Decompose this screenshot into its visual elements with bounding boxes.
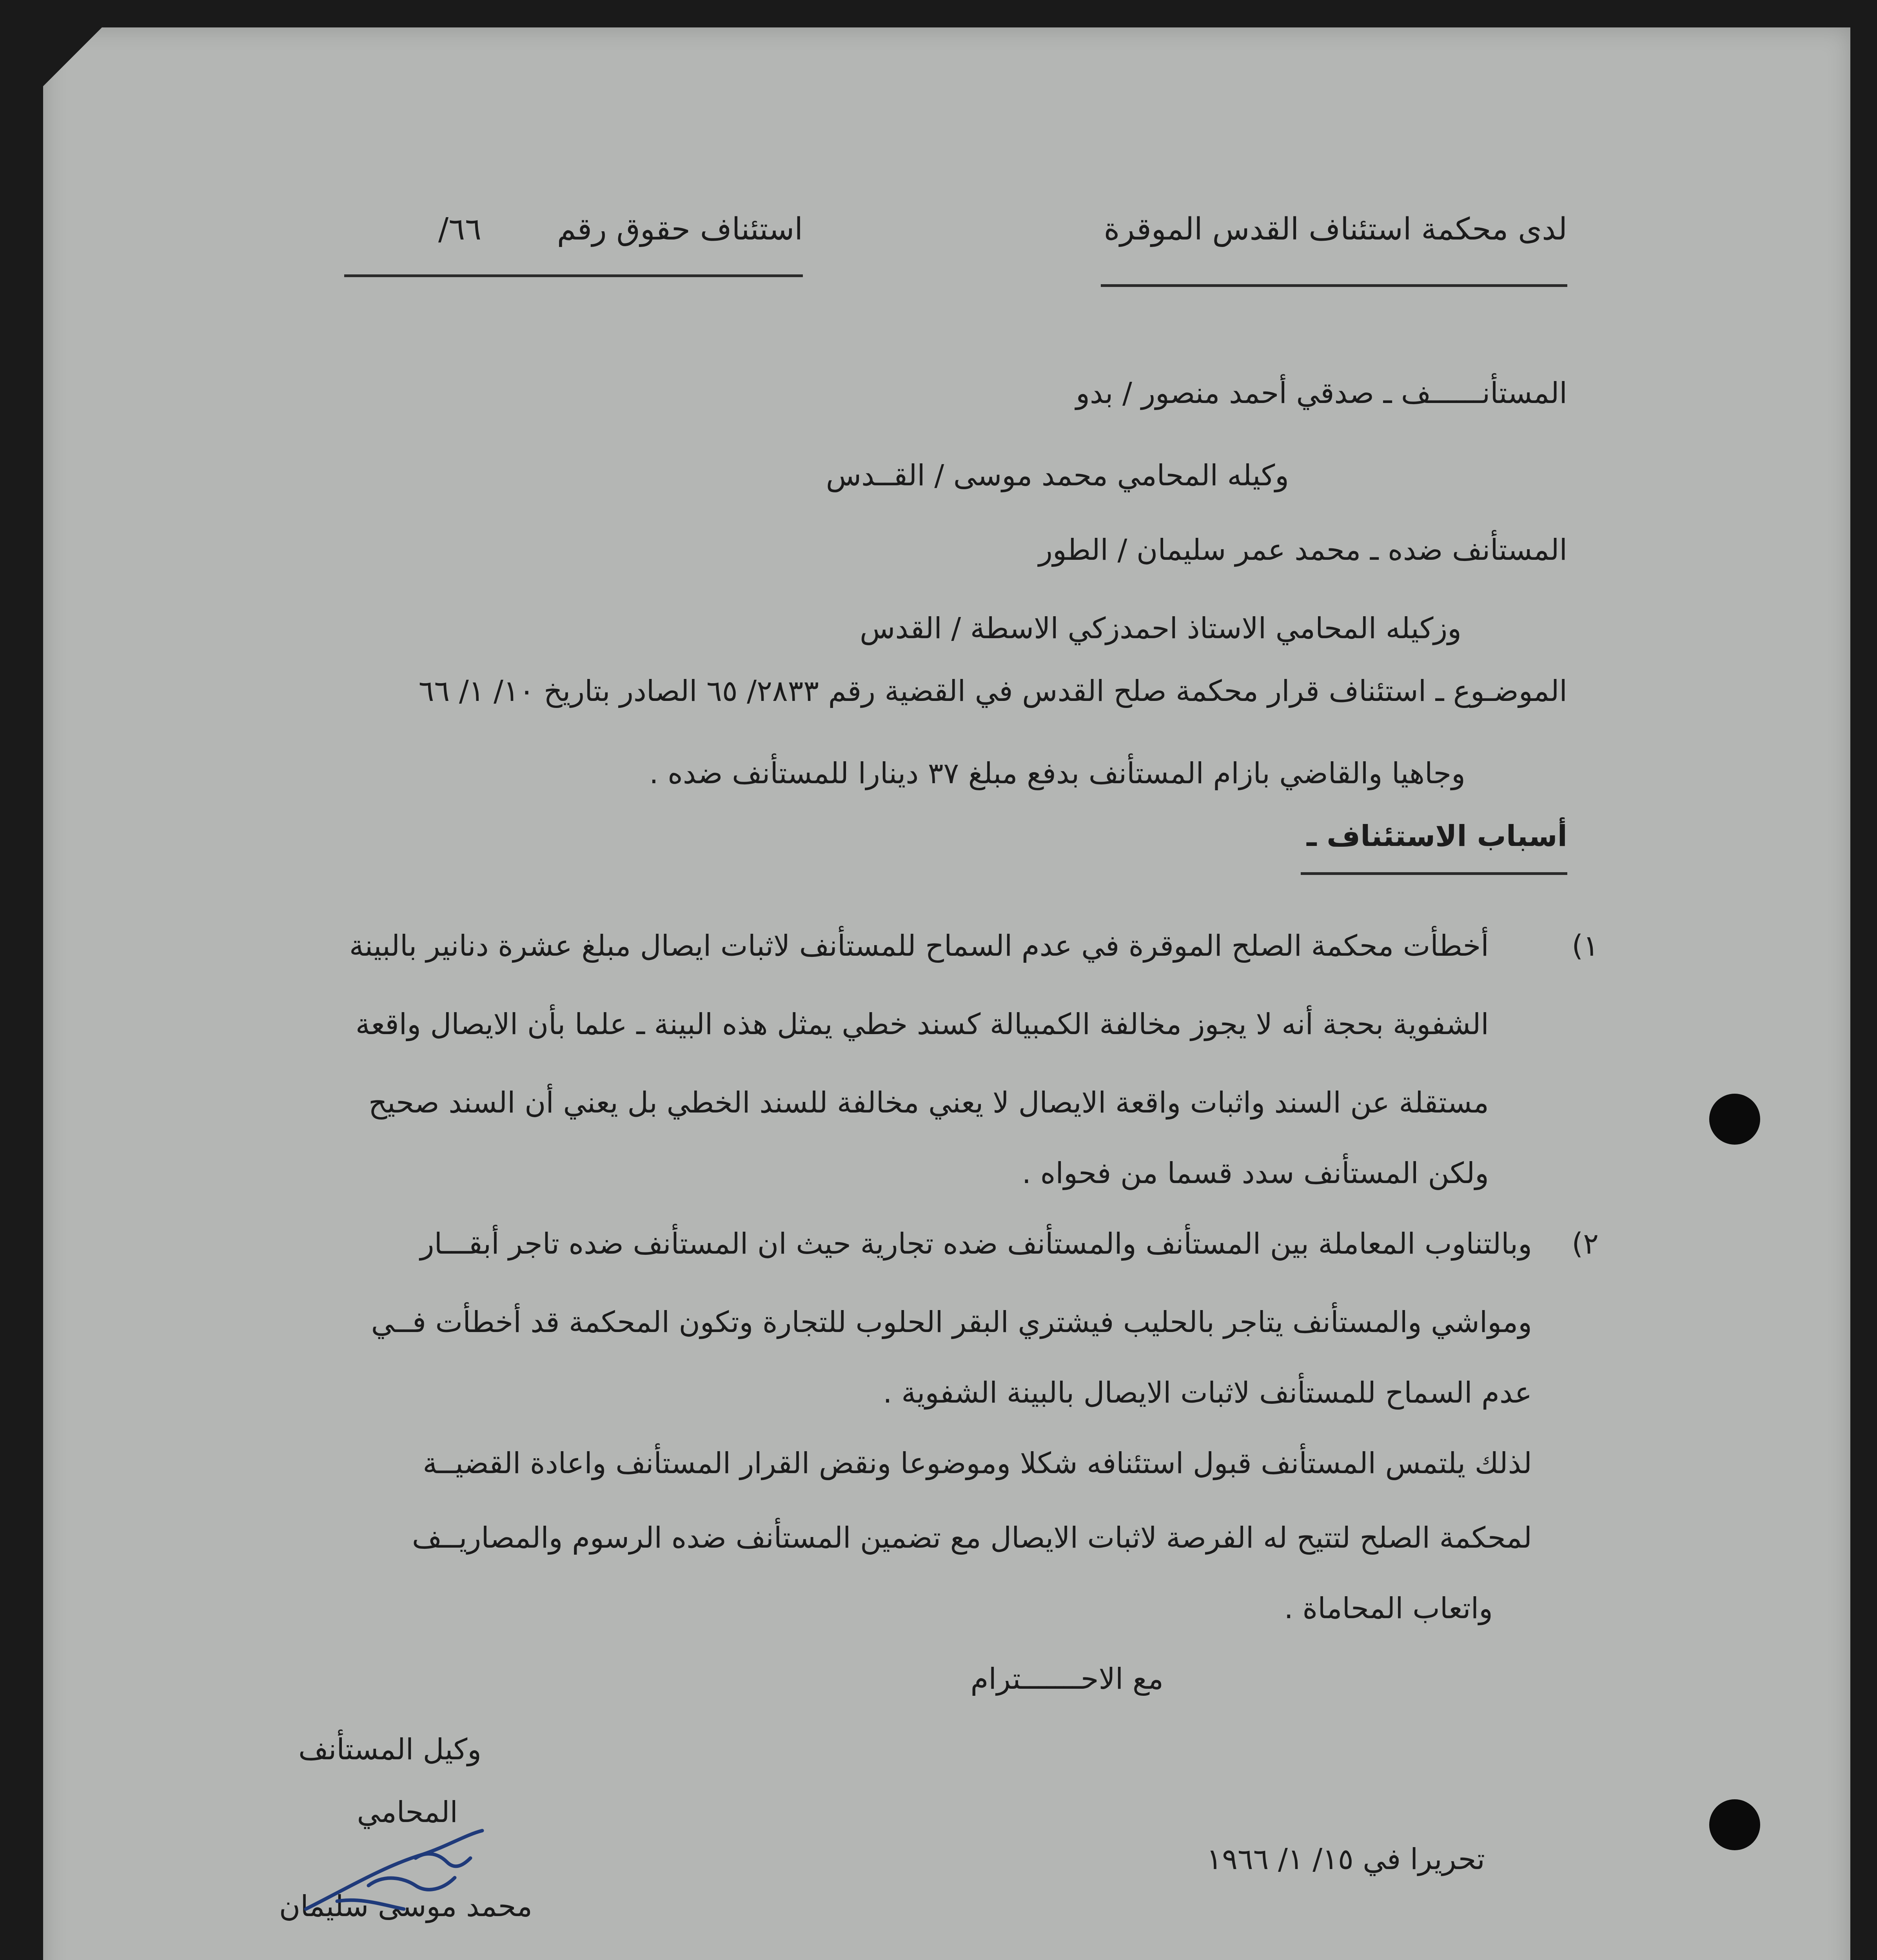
conclusion-line: واتعاب المحاماة . <box>1284 1592 1493 1625</box>
punch-hole <box>1709 1799 1760 1850</box>
reason-line: وبالتناوب المعاملة بين المستأنف والمستأنف ضده تجارية حيث ان المستأنف ضده تاجر أبقـــار <box>420 1227 1532 1261</box>
document-page <box>43 27 1850 1960</box>
handwritten-signature <box>298 1819 502 1929</box>
reason-line: أخطأت محكمة الصلح الموقرة في عدم السماح للمستأنف لاثبات ايصال مبلغ عشرة دنانير بالبينة <box>349 929 1489 963</box>
respondent-lawyer-line: وزكيله المحامي الاستاذ احمدزكي الاسطة / القدس <box>860 612 1461 645</box>
signature-name: محمد موسى سليمان <box>279 1889 532 1923</box>
reasons-underline <box>1301 872 1567 875</box>
folded-corner <box>43 27 102 86</box>
reason-line: عدم السماح للمستأنف لاثبات الايصال بالبينة الشفوية . <box>883 1376 1532 1410</box>
conclusion-line: لمحكمة الصلح لتتيح له الفرصة لاثبات الايصال مع تضمين المستأنف ضده الرسوم والمصاريــف <box>412 1521 1532 1555</box>
reason-number: ١) <box>1572 929 1599 963</box>
case-label: استئناف حقوق رقم <box>557 212 803 247</box>
punch-hole <box>1709 1094 1760 1145</box>
subject-line: وجاهيا والقاضي بازام المستأنف بدفع مبلغ ٣٧ دينارا للمستأنف ضده . <box>649 757 1465 790</box>
reason-line: الشفوية بحجة أنه لا يجوز مخالفة الكمبيالة كسند خطي يمثل هذه البينة ـ علما بأن الايصال واقعة <box>355 1007 1489 1041</box>
header-underline <box>1101 284 1567 287</box>
reason-line: ومواشي والمستأنف يتاجر بالحليب فيشتري البقر الحلوب للتجارة وتكون المحكمة قد أخطأت فــي <box>371 1305 1532 1339</box>
appellant-line: المستأنــــــف ـ صدقي أحمد منصور / بدو <box>1076 376 1567 410</box>
respondent-line: المستأنف ضده ـ محمد عمر سليمان / الطور <box>1038 533 1567 567</box>
subject-line: الموضـوع ـ استئناف قرار محكمة صلح القدس في القضية رقم ٢٨٣٣/ ٦٥ الصادر بتاريخ ١٠/ ١/ ٦٦ <box>418 674 1567 708</box>
reason-line: ولكن المستأنف سدد قسما من فحواه . <box>1022 1156 1489 1190</box>
closing-respect: مع الاحـــــــترام <box>970 1662 1164 1696</box>
case-number: ٦٦/ <box>438 212 481 247</box>
signature-title: المحامي <box>357 1795 458 1829</box>
appellant-lawyer-line: وكيله المحامي محمد موسى / القــدس <box>826 459 1289 492</box>
reason-line: مستقلة عن السند واثبات واقعة الايصال لا يعني مخالفة للسند الخطي بل يعني أن السند صحيح <box>369 1086 1489 1120</box>
court-name: لدى محكمة استئناف القدس الموقرة <box>1104 212 1567 247</box>
reasons-heading: أسباب الاستئناف ـ <box>1307 819 1567 853</box>
header-underline <box>344 274 803 277</box>
reason-number: ٢) <box>1572 1227 1599 1261</box>
signature-title: وكيل المستأنف <box>298 1733 481 1766</box>
conclusion-line: لذلك يلتمس المستأنف قبول استئنافه شكلا وموضوعا ونقض القرار المستأنف واعادة القضيــة <box>423 1446 1532 1480</box>
date-line: تحريرا في ١٥/ ١/ ١٩٦٦ <box>1206 1842 1485 1876</box>
